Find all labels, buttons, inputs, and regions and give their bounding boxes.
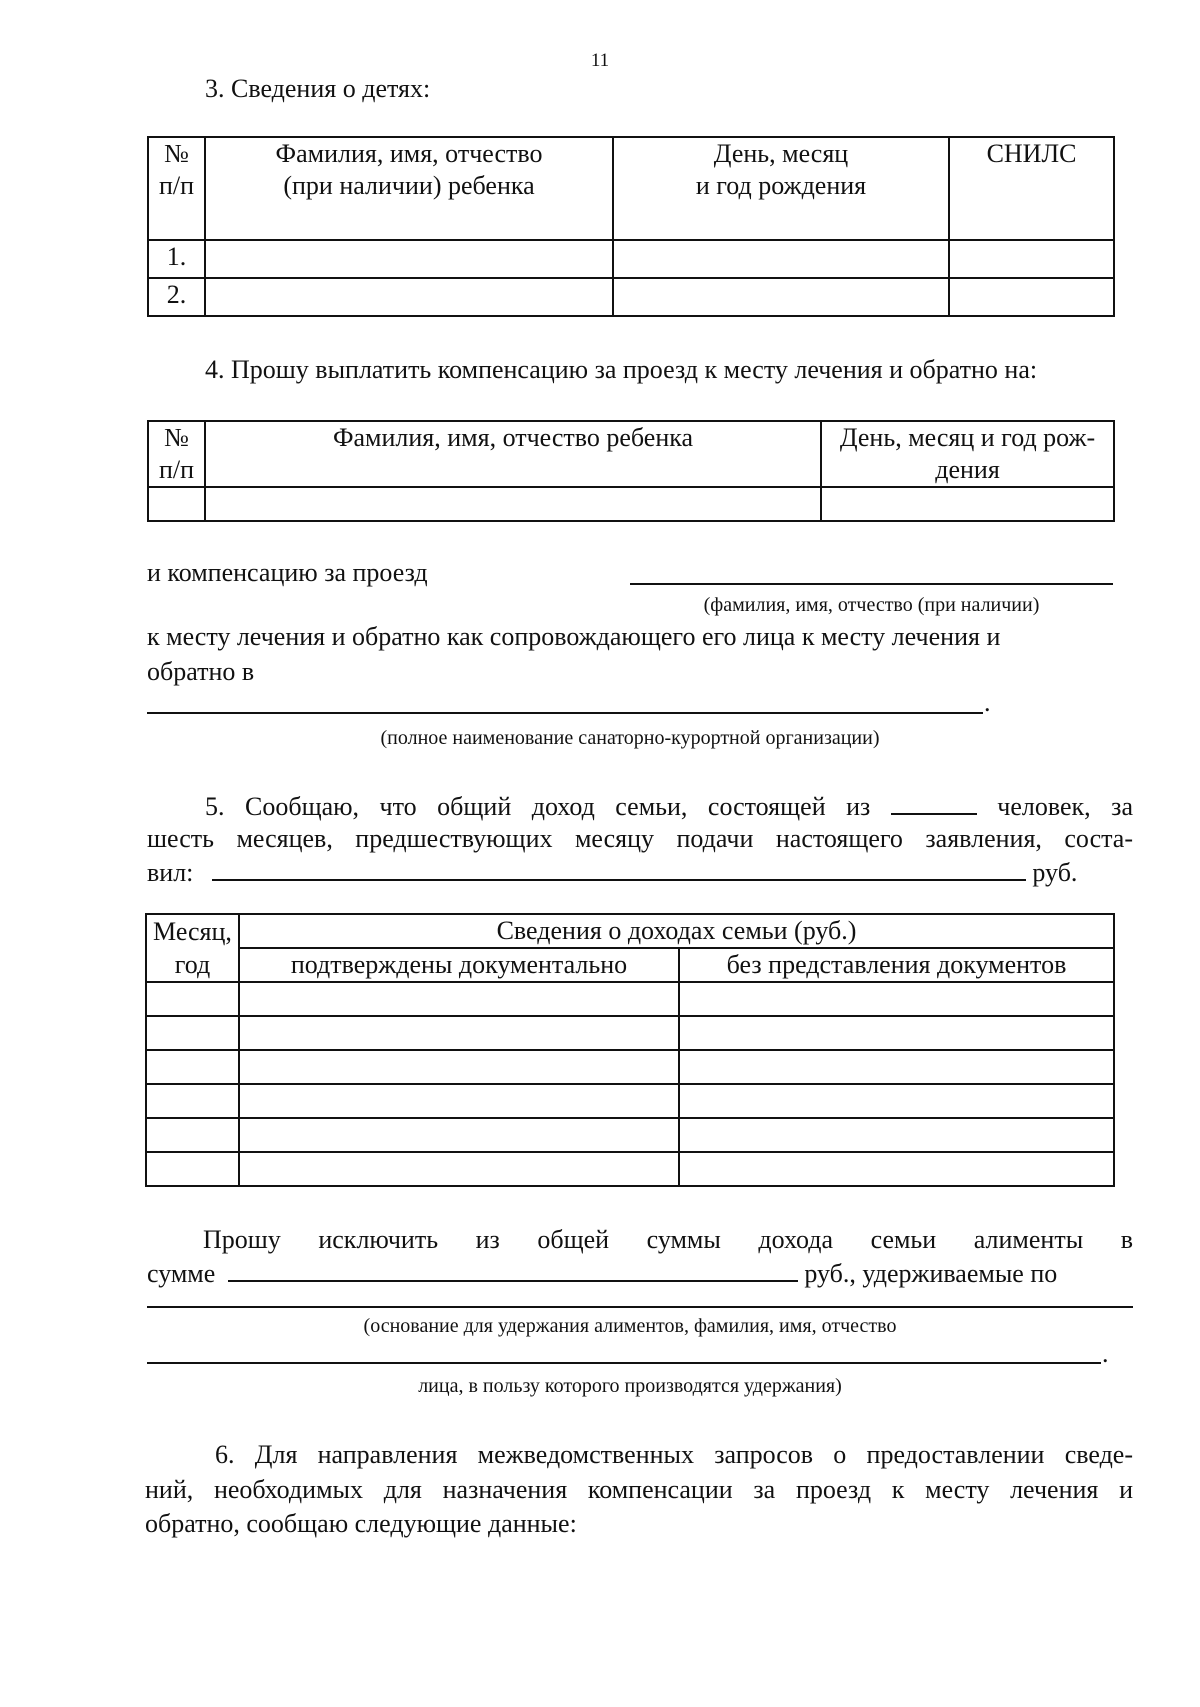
page-number: 11	[590, 50, 610, 71]
header-line: год	[174, 950, 211, 979]
header-line: День, месяц	[713, 139, 849, 168]
companion-text-line3: обратно в	[147, 657, 255, 686]
alimony-line2	[147, 1256, 1057, 1290]
month-cell[interactable]	[146, 1050, 239, 1084]
month-cell[interactable]	[146, 1118, 239, 1152]
table-row	[146, 1050, 1114, 1084]
header-line: и год рождения	[695, 171, 867, 200]
col-header-birth-date	[613, 137, 949, 240]
alimony-basis-caption: (основание для удержания алиментов, фамилия, имя, отчество	[363, 1315, 897, 1337]
snils-cell[interactable]	[949, 278, 1114, 316]
birth-date-cell[interactable]	[613, 240, 949, 278]
month-cell[interactable]	[146, 982, 239, 1016]
header-line: Фамилия, имя, отчество	[275, 139, 543, 168]
birth-date-cell[interactable]	[821, 487, 1114, 521]
undocumented-income-cell[interactable]	[679, 1152, 1114, 1186]
companion-text: и компенсацию за проезд	[147, 558, 428, 587]
compensation-child-table	[147, 420, 1115, 522]
documented-income-cell[interactable]	[239, 1084, 679, 1118]
undocumented-income-cell[interactable]	[679, 982, 1114, 1016]
income-statement-line2: шесть месяцев, предшествующих месяцу подачи настоящего заявления, соста-	[147, 824, 1133, 853]
alimony-text: сумме	[147, 1259, 216, 1288]
col-header-birth-date	[821, 421, 1114, 487]
table-row	[148, 487, 1114, 521]
income-statement-line1	[147, 789, 1133, 823]
col-header-child-name	[205, 137, 613, 240]
col-header-income-group: Сведения о доходах семьи (руб.)	[239, 914, 1114, 948]
undocumented-income-cell[interactable]	[679, 1084, 1114, 1118]
documented-income-cell[interactable]	[239, 982, 679, 1016]
children-table-header	[148, 137, 1114, 240]
header-line: День, месяц и год рож-	[839, 423, 1096, 452]
table-row	[148, 278, 1114, 316]
alimony-line1: Прошу исключить из общей суммы дохода семьи алименты в	[203, 1225, 1133, 1254]
section-6-line2: ний, необходимых для назначения компенсации за проезд к месту лечения и	[145, 1475, 1133, 1504]
table-row	[148, 240, 1114, 278]
col-header-number	[148, 421, 205, 487]
col-header-undocumented: без представления документов	[679, 948, 1114, 982]
income-text: вил:	[147, 858, 194, 887]
undocumented-income-cell[interactable]	[679, 1050, 1114, 1084]
header-line: Месяц,	[153, 917, 232, 946]
alimony-recipient-field[interactable]	[147, 1362, 1101, 1364]
table-row	[146, 1152, 1114, 1186]
section-6-line3: обратно, сообщаю следующие данные:	[145, 1509, 577, 1538]
companion-name-field[interactable]	[630, 583, 1113, 585]
col-header-month-year	[146, 914, 239, 982]
row-number: 2.	[148, 278, 205, 316]
child-name-cell[interactable]	[205, 487, 821, 521]
alimony-amount-field[interactable]	[228, 1256, 798, 1282]
sanatorium-name-field[interactable]	[147, 712, 983, 714]
income-text: человек, за	[997, 792, 1133, 821]
child-name-cell[interactable]	[205, 278, 613, 316]
section-3-title: 3. Сведения о детях:	[205, 74, 431, 103]
period-mark: .	[984, 688, 991, 717]
table-row	[146, 982, 1114, 1016]
family-income-table	[145, 913, 1115, 1187]
header-line: Фамилия, имя, отчество ребенка	[332, 423, 694, 452]
table-row	[146, 1084, 1114, 1118]
month-cell[interactable]	[146, 1084, 239, 1118]
col-header-child-name	[205, 421, 821, 487]
snils-cell[interactable]	[949, 240, 1114, 278]
header-line: дения	[935, 455, 1000, 484]
documented-income-cell[interactable]	[239, 1050, 679, 1084]
month-cell[interactable]	[146, 1016, 239, 1050]
col-header-snils	[949, 137, 1114, 240]
section-6-line1: 6. Для направления межведомственных запросов о предоставлении сведе-	[215, 1440, 1133, 1469]
undocumented-income-cell[interactable]	[679, 1016, 1114, 1050]
header-line: №	[164, 423, 189, 452]
header-line: п/п	[158, 171, 195, 200]
birth-date-cell[interactable]	[613, 278, 949, 316]
month-cell[interactable]	[146, 1152, 239, 1186]
income-table-header-row2	[146, 948, 1114, 982]
row-number: 1.	[148, 240, 205, 278]
companion-name-caption: (фамилия, имя, отчество (при наличии)	[703, 594, 1040, 616]
total-income-field[interactable]	[212, 855, 1026, 881]
income-statement-line3	[147, 855, 1077, 889]
documented-income-cell[interactable]	[239, 1118, 679, 1152]
income-table-header-row1	[146, 914, 1114, 948]
period-mark: .	[1102, 1339, 1109, 1368]
children-table	[147, 136, 1115, 317]
family-size-field[interactable]	[891, 789, 977, 815]
income-text: руб.	[1032, 858, 1078, 887]
row-number[interactable]	[148, 487, 205, 521]
table-row	[146, 1016, 1114, 1050]
table-row	[146, 1118, 1114, 1152]
header-line: п/п	[158, 455, 195, 484]
col-header-documented: подтверждены документально	[239, 948, 679, 982]
companion-text-line2: к месту лечения и обратно как сопровождающего его лица к месту лечения и	[147, 622, 1001, 651]
undocumented-income-cell[interactable]	[679, 1118, 1114, 1152]
alimony-text: руб., удерживаемые по	[804, 1259, 1058, 1288]
col-header-number	[148, 137, 205, 240]
alimony-basis-field[interactable]	[147, 1306, 1133, 1308]
sanatorium-name-caption: (полное наименование санаторно-курортной организации)	[380, 727, 880, 749]
alimony-recipient-caption: лица, в пользу которого производятся удержания)	[418, 1375, 842, 1397]
header-line: №	[164, 139, 189, 168]
compensation-table-header	[148, 421, 1114, 487]
documented-income-cell[interactable]	[239, 1152, 679, 1186]
child-name-cell[interactable]	[205, 240, 613, 278]
income-text: 5. Сообщаю, что общий доход семьи, состоящей из	[205, 792, 871, 821]
section-4-title: 4. Прошу выплатить компенсацию за проезд к месту лечения и обратно на:	[205, 355, 1038, 384]
header-line: (при наличии) ребенка	[283, 171, 535, 200]
header-line: СНИЛС	[986, 139, 1077, 168]
documented-income-cell[interactable]	[239, 1016, 679, 1050]
